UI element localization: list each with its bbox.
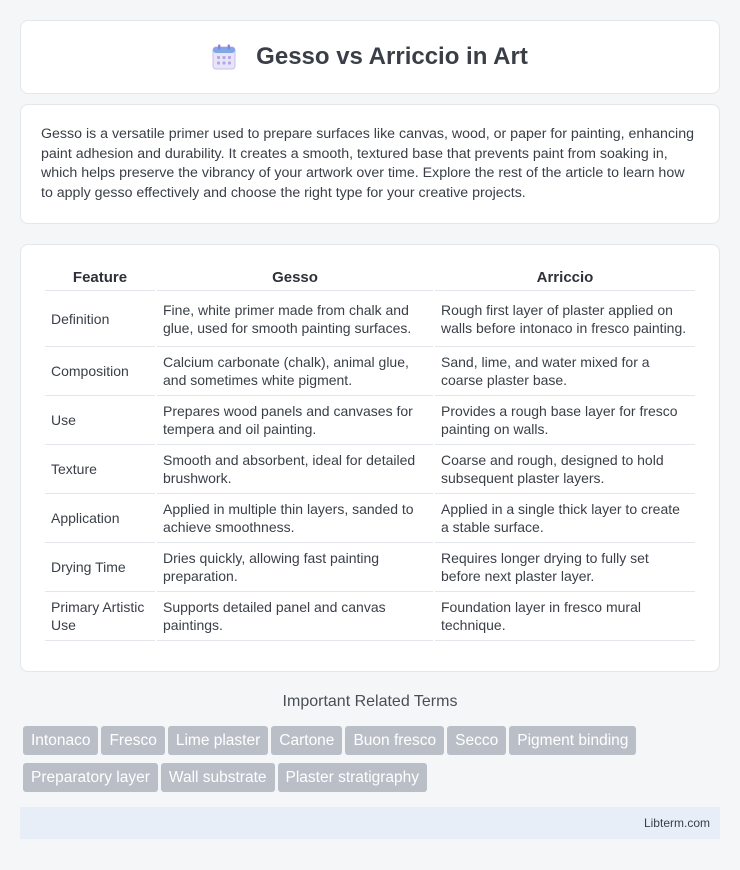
feature-cell: Texture <box>45 445 155 494</box>
feature-cell: Use <box>45 396 155 445</box>
tag-plaster-stratigraphy[interactable]: Plaster stratigraphy <box>278 763 428 792</box>
feature-cell: Application <box>45 494 155 543</box>
tag-secco[interactable]: Secco <box>447 726 506 755</box>
gesso-cell: Applied in multiple thin layers, sanded to achieve smoothness. <box>157 494 433 543</box>
tag-lime-plaster[interactable]: Lime plaster <box>168 726 268 755</box>
table-row <box>45 396 695 445</box>
related-terms-tags <box>23 726 723 800</box>
arriccio-cell: Rough first layer of plaster applied on walls before intonaco in fresco painting. <box>435 291 695 347</box>
feature-cell: Composition <box>45 347 155 396</box>
header-feature: Feature <box>45 265 155 291</box>
tag-preparatory-layer[interactable]: Preparatory layer <box>23 763 158 792</box>
tag-wall-substrate[interactable]: Wall substrate <box>161 763 275 792</box>
intro-card <box>20 104 720 224</box>
tag-fresco[interactable]: Fresco <box>101 726 164 755</box>
gesso-cell: Fine, white primer made from chalk and glue, used for smooth painting surfaces. <box>157 291 433 347</box>
table-row <box>45 445 695 494</box>
table-row <box>45 347 695 396</box>
gesso-cell: Supports detailed panel and canvas paintings. <box>157 592 433 641</box>
arriccio-cell: Requires longer drying to fully set before next plaster layer. <box>435 543 695 592</box>
header-gesso: Gesso <box>157 265 433 291</box>
page-title: Gesso vs Arriccio in Art <box>256 43 528 70</box>
related-terms-title: Important Related Terms <box>282 693 458 710</box>
arriccio-cell: Sand, lime, and water mixed for a coarse plaster base. <box>435 347 695 396</box>
gesso-cell: Smooth and absorbent, ideal for detailed brushwork. <box>157 445 433 494</box>
table-row <box>45 543 695 592</box>
comparison-table <box>43 265 697 641</box>
feature-cell: Primary Artistic Use <box>45 592 155 641</box>
arriccio-cell: Coarse and rough, designed to hold subsequent plaster layers. <box>435 445 695 494</box>
feature-cell: Definition <box>45 291 155 347</box>
header-card <box>20 20 720 94</box>
table-row <box>45 592 695 641</box>
arriccio-cell: Provides a rough base layer for fresco painting on walls. <box>435 396 695 445</box>
intro-text: Gesso is a versatile primer used to prepare surfaces like canvas, wood, or paper for painting, enhancing paint adhesion and durability. It creates a smooth, textured base that prevents paint from soaking in, which helps preserve the vibrancy of your artwork over time. Explore the rest of the article to learn how to apply gesso effectively and choose the right type for your creative projects. <box>41 126 694 201</box>
table-row <box>45 494 695 543</box>
footer <box>20 807 720 839</box>
feature-cell: Drying Time <box>45 543 155 592</box>
tag-pigment-binding[interactable]: Pigment binding <box>509 726 636 755</box>
gesso-cell: Dries quickly, allowing fast painting preparation. <box>157 543 433 592</box>
comparison-table-card <box>20 244 720 672</box>
arriccio-cell: Applied in a single thick layer to create a stable surface. <box>435 494 695 543</box>
tag-buon-fresco[interactable]: Buon fresco <box>345 726 444 755</box>
gesso-cell: Prepares wood panels and canvases for tempera and oil painting. <box>157 396 433 445</box>
table-header-row <box>45 265 695 291</box>
arriccio-cell: Foundation layer in fresco mural technique. <box>435 592 695 641</box>
footer-site-link[interactable]: Libterm.com <box>643 816 710 830</box>
gesso-cell: Calcium carbonate (chalk), animal glue, and sometimes white pigment. <box>157 347 433 396</box>
tag-intonaco[interactable]: Intonaco <box>23 726 98 755</box>
tag-cartone[interactable]: Cartone <box>271 726 342 755</box>
header-arriccio: Arriccio <box>435 265 695 291</box>
calendar-icon <box>212 44 236 70</box>
table-row <box>45 291 695 347</box>
